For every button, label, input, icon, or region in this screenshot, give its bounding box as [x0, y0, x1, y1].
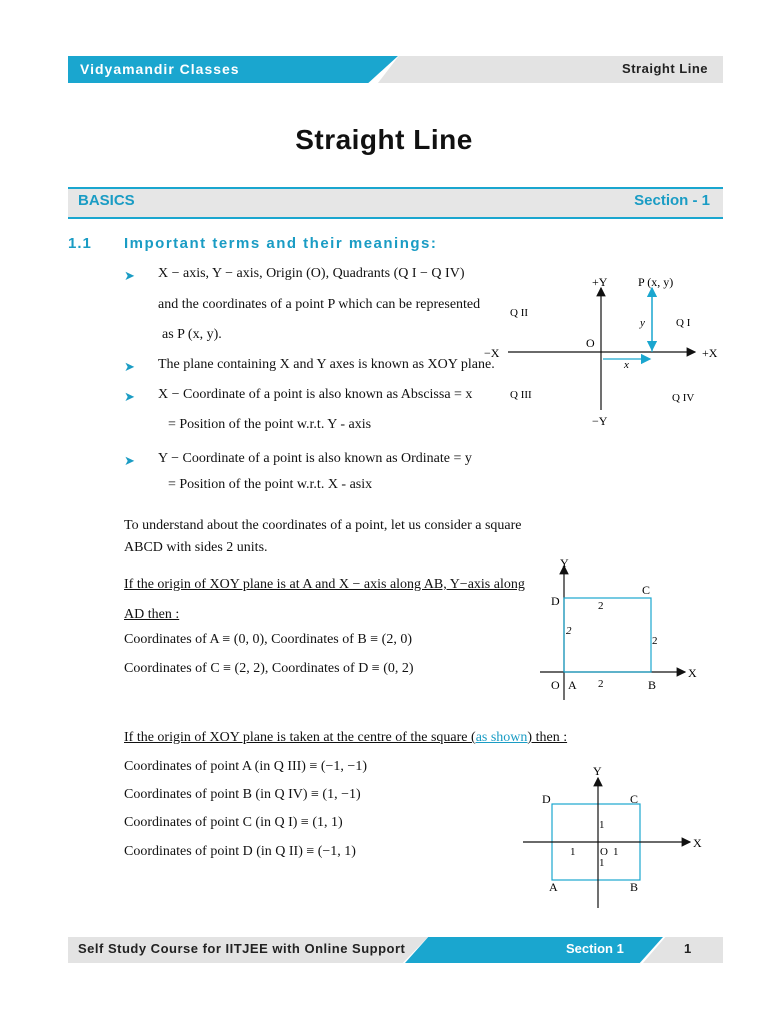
- vertex-c-label: C: [642, 583, 651, 597]
- vertex-a-label: A: [568, 678, 577, 692]
- bullet-3-line-2: = Position of the point w.r.t. Y - axis: [168, 417, 372, 432]
- case-1-coords-2: Coordinates of C ≡ (2, 2), Coordinates of D ≡ (0, 2): [124, 661, 414, 676]
- case-2-heading-pre: If the origin of XOY plane is taken at the centre of the square (: [124, 730, 476, 745]
- page-title: Straight Line: [295, 124, 473, 155]
- page-number: 1: [684, 941, 692, 956]
- footer-mid-band: [405, 937, 663, 963]
- origin-label: O: [551, 678, 560, 692]
- bullet-1-line-3: as P (x, y).: [162, 327, 222, 342]
- case-1-line-1: If the origin of XOY plane is at A and X − axis along AB, Y−axis along: [124, 577, 525, 592]
- square-origin-a-diagram: [530, 552, 705, 702]
- section-number: Section - 1: [634, 192, 710, 209]
- side-right-label: 2: [652, 635, 658, 647]
- case-2-point-a: Coordinates of point A (in Q III) ≡ (−1, −1): [124, 759, 367, 774]
- footer-course: Self Study Course for IITJEE with Online Support: [78, 941, 406, 956]
- origin-label: O: [600, 846, 608, 858]
- vertex-b-label: B: [630, 880, 639, 894]
- unit-left-label: 1: [570, 846, 576, 858]
- quadrant-1-label: Q I: [676, 317, 691, 329]
- square-centred-diagram: [515, 760, 715, 910]
- quadrant-3-label: Q III: [510, 389, 532, 401]
- vertex-b-label: B: [648, 678, 657, 692]
- as-shown-link[interactable]: as shown: [475, 730, 528, 745]
- plus-y-label: +Y: [592, 275, 608, 289]
- paragraph-line-2: ABCD with sides 2 units.: [124, 540, 268, 555]
- y-label: Y: [593, 764, 602, 778]
- case-2-point-d: Coordinates of point D (in Q II) ≡ (−1, 1): [124, 844, 356, 859]
- bullet-1-line-1: X − axis, Y − axis, Origin (O), Quadrants (Q I − Q IV): [158, 266, 465, 281]
- bullet-2: The plane containing X and Y axes is known as XOY plane.: [158, 357, 495, 372]
- bullet-arrow-icon: ➤: [124, 453, 135, 468]
- bullet-4-line-2: = Position of the point w.r.t. X - asix: [168, 477, 373, 492]
- minus-y-label: −Y: [592, 414, 608, 428]
- section-name: BASICS: [78, 192, 135, 209]
- case-2-heading-post: ) then :: [527, 730, 568, 745]
- paragraph-line-1: To understand about the coordinates of a point, let us consider a square: [124, 518, 522, 533]
- footer-section: Section 1: [566, 941, 624, 956]
- case-1-line-2: AD then :: [124, 607, 180, 622]
- square-abcd: [564, 598, 651, 672]
- vertex-d-label: D: [542, 792, 551, 806]
- subsection-number: 1.1: [68, 235, 92, 252]
- vertex-a-label: A: [549, 880, 558, 894]
- bullet-1-line-2: and the coordinates of a point P which can be represented: [158, 297, 481, 312]
- bullet-arrow-icon: ➤: [124, 389, 135, 404]
- point-p-label: P (x, y): [638, 275, 674, 289]
- side-top-label: 2: [598, 600, 604, 612]
- x-distance-label: x: [624, 359, 629, 371]
- quadrant-4-label: Q IV: [672, 392, 695, 404]
- y-distance-label: y: [640, 317, 645, 329]
- unit-bottom-label: 1: [599, 857, 605, 869]
- unit-top-label: 1: [599, 819, 605, 831]
- case-2-point-c: Coordinates of point C (in Q I) ≡ (1, 1): [124, 815, 343, 830]
- minus-x-label: −X: [484, 346, 500, 360]
- vertex-d-label: D: [551, 594, 560, 608]
- origin-label: O: [586, 336, 595, 350]
- header-chapter: Straight Line: [622, 61, 708, 76]
- bullet-arrow-icon: ➤: [124, 268, 135, 283]
- case-2-point-b: Coordinates of point B (in Q IV) ≡ (1, −1): [124, 787, 361, 802]
- unit-right-label: 1: [613, 846, 619, 858]
- quadrants-diagram: [480, 268, 730, 433]
- plus-x-label: +X: [702, 346, 718, 360]
- bullet-4-line-1: Y − Coordinate of a point is also known as Ordinate = y: [158, 451, 472, 466]
- quadrant-2-label: Q II: [510, 307, 529, 319]
- side-bottom-label: 2: [598, 678, 604, 690]
- x-label: X: [688, 666, 697, 680]
- case-2-heading: [124, 730, 567, 746]
- side-left-label: 2: [566, 625, 572, 637]
- bullet-3-line-1: X − Coordinate of a point is also known as Abscissa = x: [158, 387, 473, 402]
- section-bar: [68, 187, 723, 219]
- case-1-coords-1: Coordinates of A ≡ (0, 0), Coordinates of B ≡ (2, 0): [124, 632, 412, 647]
- y-label: Y: [560, 556, 569, 570]
- vertex-c-label: C: [630, 792, 639, 806]
- bullet-arrow-icon: ➤: [124, 359, 135, 374]
- x-label: X: [693, 836, 702, 850]
- header-brand: Vidyamandir Classes: [80, 61, 240, 77]
- subsection-title: Important terms and their meanings:: [124, 235, 438, 252]
